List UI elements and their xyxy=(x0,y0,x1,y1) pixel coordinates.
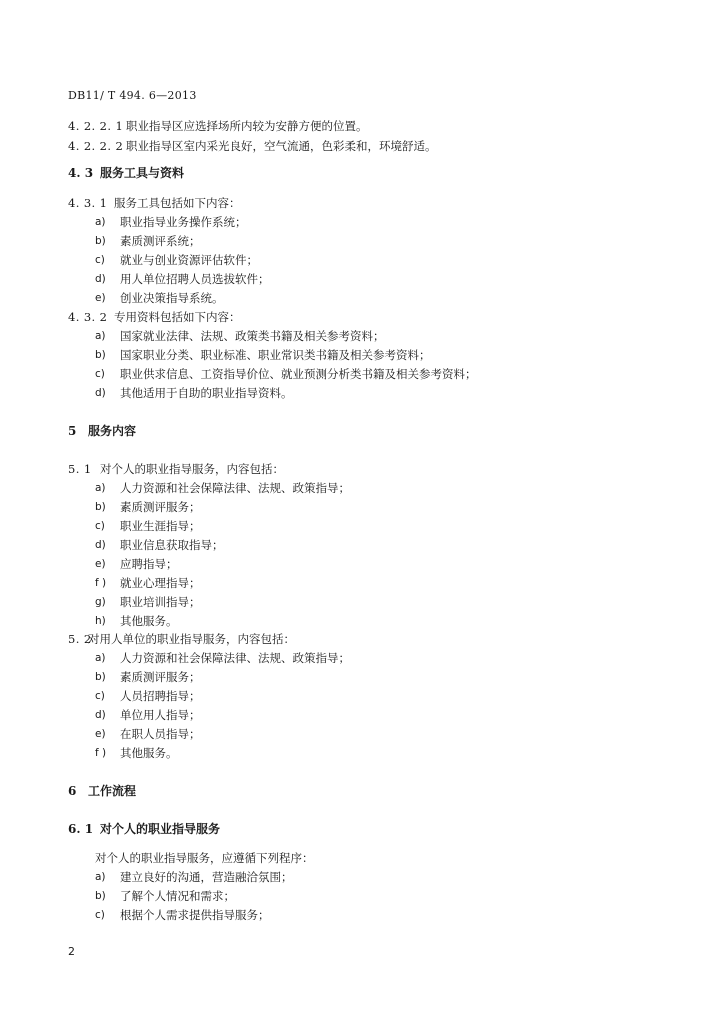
list-item-letter: c) xyxy=(95,909,105,921)
section-4-3-heading xyxy=(68,166,184,180)
list-item-letter: f ) xyxy=(95,577,107,589)
section-title: 服务内容 xyxy=(88,424,137,438)
list-item-text: 国家就业法律、法规、政策类书籍及相关参考资料； xyxy=(120,329,385,343)
list-item-letter: d) xyxy=(95,539,106,551)
list-item-letter: e) xyxy=(95,728,106,740)
list-item-text: 了解个人情况和需求； xyxy=(120,889,235,903)
list-item-letter: a) xyxy=(95,330,106,342)
list-item-text: 建立良好的沟通，营造融洽氛围； xyxy=(120,870,293,884)
list-item-letter: a) xyxy=(95,652,106,664)
list-item-letter: b) xyxy=(95,671,106,683)
list-item-text: 根据个人需求提供指导服务； xyxy=(120,908,270,922)
section-number: 6. 1 xyxy=(68,822,94,836)
list-item-text: 人员招聘指导； xyxy=(120,689,201,703)
section-6-1-heading xyxy=(68,822,220,836)
paragraph-6-1-intro: 对个人的职业指导服务，应遵循下列程序： xyxy=(95,851,314,865)
list-item-letter: c) xyxy=(95,690,105,702)
list-item-letter: c) xyxy=(95,254,105,266)
clause-4-2-2-2 xyxy=(68,139,437,153)
list-item-text: 人力资源和社会保障法律、法规、政策指导； xyxy=(120,481,350,495)
list-item-text: 职业生涯指导； xyxy=(120,519,201,533)
section-title: 工作流程 xyxy=(88,784,137,798)
list-item-text: 创业决策指导系统。 xyxy=(120,291,224,305)
clause-text: 职业指导区室内采光良好，空气流通，色彩柔和，环境舒适。 xyxy=(126,139,437,153)
list-item-letter: a) xyxy=(95,482,106,494)
clause-number: 5. 1 xyxy=(68,462,92,476)
list-item-letter: h) xyxy=(95,615,106,627)
list-item-letter: b) xyxy=(95,235,106,247)
clause-text: 职业指导区应选择场所内较为安静方便的位置。 xyxy=(126,119,368,133)
list-item-letter: d) xyxy=(95,387,106,399)
list-item-text: 国家职业分类、职业标准、职业常识类书籍及相关参考资料； xyxy=(120,348,431,362)
list-item-text: 就业心理指导； xyxy=(120,576,201,590)
list-item-text: 单位用人指导； xyxy=(120,708,201,722)
standard-code-header: DB11/ T 494. 6—2013 xyxy=(68,89,197,102)
list-item-text: 其他服务。 xyxy=(120,614,178,628)
list-item-letter: c) xyxy=(95,520,105,532)
list-item-letter: f ) xyxy=(95,747,107,759)
list-item-text: 职业供求信息、工资指导价位、就业预测分析类书籍及相关参考资料； xyxy=(120,367,477,381)
clause-text: 专用资料包括如下内容： xyxy=(114,310,241,324)
list-item-letter: d) xyxy=(95,273,106,285)
clause-text: 服务工具包括如下内容： xyxy=(114,196,241,210)
list-item-text: 人力资源和社会保障法律、法规、政策指导； xyxy=(120,651,350,665)
clause-number: 5. 2 xyxy=(68,632,92,646)
section-number: 5 xyxy=(68,424,77,438)
list-item-text: 素质测评服务； xyxy=(120,670,201,684)
list-item-text: 素质测评系统； xyxy=(120,234,201,248)
clause-4-2-2-1 xyxy=(68,119,368,133)
list-item-letter: g) xyxy=(95,596,106,608)
list-item-text: 职业指导业务操作系统； xyxy=(120,215,247,229)
section-title: 服务工具与资料 xyxy=(100,166,185,180)
list-item-letter: b) xyxy=(95,501,106,513)
list-item-letter: a) xyxy=(95,216,106,228)
clause-text: 对用人单位的职业指导服务，内容包括： xyxy=(88,632,295,646)
section-number: 6 xyxy=(68,784,77,798)
list-item-text: 用人单位招聘人员选拔软件； xyxy=(120,272,270,286)
list-item-letter: a) xyxy=(95,871,106,883)
clause-number: 4. 2. 2. 2 xyxy=(68,139,124,153)
list-item-letter: b) xyxy=(95,890,106,902)
section-title: 对个人的职业指导服务 xyxy=(100,822,221,836)
clause-number: 4. 2. 2. 1 xyxy=(68,119,124,133)
clause-number: 4. 3. 1 xyxy=(68,196,108,210)
list-item-text: 职业信息获取指导； xyxy=(120,538,224,552)
clause-5-1 xyxy=(68,462,284,476)
clause-text: 对个人的职业指导服务，内容包括： xyxy=(100,462,284,476)
clause-4-3-2 xyxy=(68,310,241,324)
list-item-text: 素质测评服务； xyxy=(120,500,201,514)
list-item-letter: c) xyxy=(95,368,105,380)
list-item-text: 就业与创业资源评估软件； xyxy=(120,253,258,267)
list-item-letter: d) xyxy=(95,709,106,721)
list-item-text: 应聘指导； xyxy=(120,557,178,571)
list-item-letter: e) xyxy=(95,292,106,304)
list-item-text: 其他服务。 xyxy=(120,746,178,760)
section-6-heading xyxy=(68,784,136,798)
clause-4-3-1 xyxy=(68,196,241,210)
list-item-letter: b) xyxy=(95,349,106,361)
list-item-letter: e) xyxy=(95,558,106,570)
clause-number: 4. 3. 2 xyxy=(68,310,108,324)
list-item-text: 其他适用于自助的职业指导资料。 xyxy=(120,386,293,400)
section-5-heading xyxy=(68,424,136,438)
page-number: 2 xyxy=(68,945,75,958)
section-number: 4. 3 xyxy=(68,166,94,180)
list-item-text: 职业培训指导； xyxy=(120,595,201,609)
clause-5-2 xyxy=(68,632,295,646)
list-item-text: 在职人员指导； xyxy=(120,727,201,741)
